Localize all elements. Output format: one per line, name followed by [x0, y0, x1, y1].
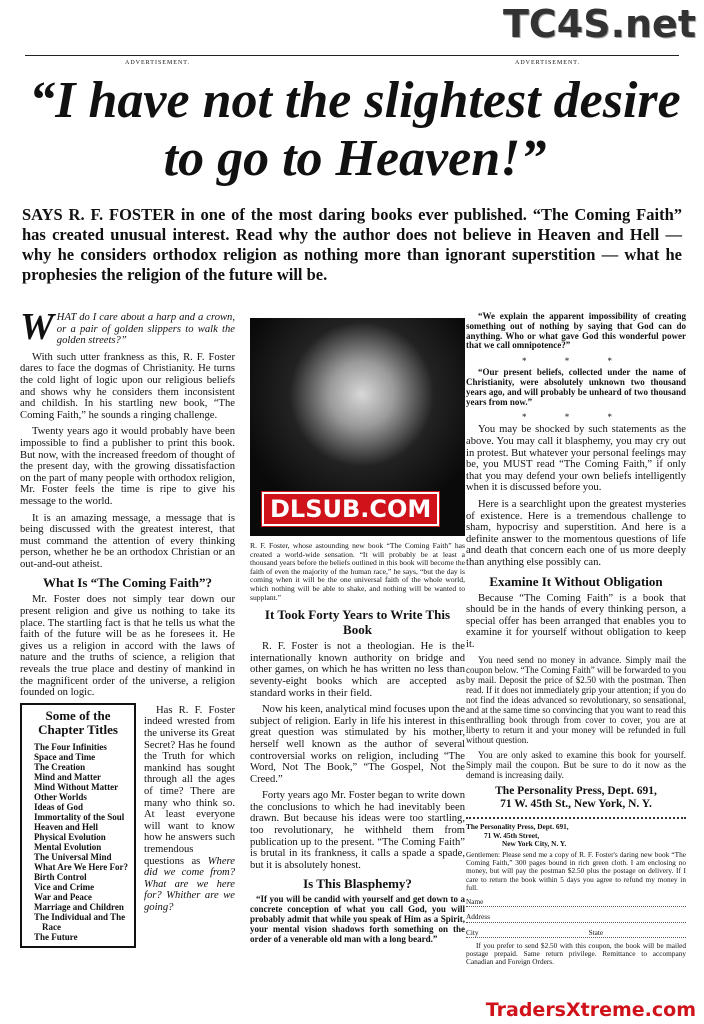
quote: “Our present beliefs, collected under the name of Christianity, were absolutely unknown two thousand years ago, and will probably be unheard of two thousand years from now.” — [466, 367, 686, 407]
watermark-tc4s: TC4S.net — [502, 2, 696, 46]
paragraph: You may be shocked by such statements as the above. You may call it blasphemy, you may cry out in protest. But whatever your personal feelings may be, you MUST read “The Coming Faith,” if only that you may defend your own beliefs intelligently when it is discussed before you. — [466, 424, 686, 494]
chapter-title: Marriage and Children — [34, 901, 124, 912]
chapter-title: What Are We Here For? — [34, 861, 128, 872]
advertisement-label-left: ADVERTISEMENT. — [125, 60, 191, 66]
section-heading: What Is “The Coming Faith”? — [42, 575, 213, 591]
paragraph: You need send no money in advance. Simply mail the coupon below. “The Coming Faith” will be forwarded to you by mail. Deposit the price of $2.50 with the postman. Then read. If it does not immediately grip your attention; if you do not find the ideas advanced so revolutionary, so sensational, and at the same time so convincing that you want to read this enthralling book through from cover to cover, you are at liberty to return it and your money will be refunded in full without question. — [466, 655, 686, 746]
chapter-title: War and Peace — [34, 891, 92, 902]
paragraph: Because “The Coming Faith” is a book that should be in the hands of every thinking person, a special offer has been arranged that enables you to examine it for yourself without obligation to keep it. — [466, 592, 686, 650]
paragraph: Here is a searchlight upon the greatest mysteries of existence. Here is a tremendous challenge to sham, hypocrisy and superstition. And here is a definite answer to the momentous questions of life and death that concern each one of us more deeply than anything else possibly can. — [466, 498, 686, 568]
paragraph: Has R. F. Foster indeed wrested from the universe its Great Secret? Has he found the Truth for which mankind has sought through all the ages of time? There are many who think so. At least everyone will want to know how he answers such tremendous questions as Where did we come from? What are we here for? Whither are we going? — [144, 704, 235, 913]
name-field[interactable]: Name — [466, 898, 686, 907]
chapter-title: The Four Infinities — [34, 741, 107, 752]
chapter-title: Mind and Matter — [34, 771, 101, 782]
watermark-tradersxtreme: TradersXtreme.com — [485, 999, 696, 1021]
middle-column — [250, 542, 465, 949]
paragraph: Mr. Foster does not simply tear down our present religion and give us nothing to take its place. The startling fact is that he tells us what the faith of the future will be as he foresees it. He gives us a religion in accord with the laws of nature and the truths of science, a religion that reveals the true place and destiny of mankind in the magnificent order of the universe, a religion founded on logic. — [20, 594, 235, 699]
chapter-title: Mental Evolution — [34, 841, 102, 852]
chapter-title: The Creation — [34, 761, 86, 772]
left-column — [20, 306, 235, 952]
paragraph: R. F. Foster is not a theologian. He is the internationally known authority on bridge and other games, on which he has written no less than seventy-eight books which are accepted as standard works in their field. — [250, 641, 465, 699]
section-heading: Is This Blasphemy? — [303, 876, 412, 892]
intro-paragraph: SAYS R. F. FOSTER in one of the most daring books ever published. “The Coming Faith” has created unusual interest. Read why the author does not believe in Heaven and Hell — why he considers orthodox religion as nothing more than ignorant superstition — what he prophesies the religion of the future will be. — [22, 205, 682, 284]
publisher-address: The Personality Press, Dept. 691, 71 W. 45th St., New York, N. Y. — [495, 785, 657, 811]
lead-quote: WHAT do I care about a harp and a crown, or a pair of golden slippers to walk the golden streets?” — [20, 306, 235, 348]
chapter-title: The Future — [34, 931, 78, 942]
paragraph: Forty years ago Mr. Foster began to write down the conclusions to which he had inevitably been drawn. But because his ideas were too startling, too revolutionary, he withheld them from publication up to the present. “The Coming Faith” is brutal in its frankness, it calls a spade a spade, but it is absolutely honest. — [250, 790, 465, 871]
address-field[interactable]: Address — [466, 913, 686, 922]
blasphemy-quote: “If you will be candid with yourself and get down to a concrete conception of what you call God, you will probably admit that while you speak of Him as a Spirit, your mental vision shadows forth something on the order of a venerable old man with a long beard.” — [250, 894, 465, 944]
chapter-title: Immortality of the Soul — [34, 811, 125, 822]
section-heading: It Took Forty Years to Write This Book — [264, 607, 451, 638]
section-heading: Examine It Without Obligation — [489, 573, 663, 589]
advertisement-label-right: ADVERTISEMENT. — [515, 60, 581, 66]
drop-cap: W — [20, 306, 54, 348]
quote: “We explain the apparent impossibility of creating something out of nothing by saying that God can do anything. Who or what gave God this wonderful power that we call omnipotence?” — [466, 311, 686, 351]
paragraph: You are only asked to examine this book for yourself. Simply mail the coupon. But be sure to do it now as the demand is increasing daily. — [466, 750, 686, 781]
chapter-title: Heaven and Hell — [34, 821, 99, 832]
chapter-titles-heading: Some of the Chapter Titles — [38, 707, 118, 737]
chapter-title: The Universal Mind — [34, 851, 112, 862]
right-column — [466, 312, 686, 966]
watermark-dlsub: DLSUB.COM — [262, 492, 439, 526]
paragraph: Twenty years ago it would probably have been impossible to find a publisher to print this book. But now, with the increased freedom of thought of the present day, with the growing dissatisfaction on the part of many people with orthodox religion, Mr. Foster feels the time is ripe to give his message to the world. — [20, 426, 235, 507]
chapter-title: Mind Without Matter — [34, 781, 119, 792]
order-coupon[interactable]: The Personality Press, Dept. 691, 71 W. 45th Street, New York City, N. Y. Gentlemen: Please send me a copy of R. F. Foster's daring new book “The Coming Faith,” 300 pages bound in rich green cloth. I am enclosing no money, but will pay the postman $2.50 plus the postage on delivery. If I care to return the book within 5 days you agree to refund my money in full. Name Address City State If you prefer to send $2.50 with this coupon, the book will be mailed postage prepaid. Same return privilege. Remittance to accompany Canadian and Foreign Orders. — [466, 817, 686, 966]
city-state-field[interactable]: City State — [466, 929, 686, 938]
chapter-title: Space and Time — [34, 751, 96, 762]
separator-stars: * * * — [522, 356, 630, 367]
paragraph: With such utter frankness as this, R. F. Foster dares to face the dogmas of Christianity. He turns the cold light of logic upon our religious beliefs and shows why he considers them inconsistent and childish. In his startling new book, “The Coming Faith,” he sounds a ringing challenge. — [20, 351, 235, 421]
chapter-title: The Individual and The Race — [34, 911, 126, 932]
paragraph: It is an amazing message, a message that is being discussed with the greatest interest, that must command the attention of every thinking person, whether he be an orthodox Christian or an out-and-out atheist. — [20, 512, 235, 570]
chapter-title: Other Worlds — [34, 791, 87, 802]
top-rule — [25, 55, 679, 56]
chapter-title: Birth Control — [34, 871, 87, 882]
paragraph: Now his keen, analytical mind focuses upon the subject of religion. Early in life his interest in this great question was stimulated by his mother, herself well known as the author of several controversial works on religion, including “The Word, Not The Book,” “The Gospel, Not the Creed.” — [250, 704, 465, 785]
portrait-caption: R. F. Foster, whose astounding new book “The Coming Faith” has created a world-wide sensation. “It will probably be at least a thousand years before the beliefs outlined in this book will become the faith of even the majority of the human race,” he says, “but the day is coming when it will be the one universal faith of the whole world, which nothing will be able to shake, and nothing will be wanted to supplant.” — [250, 541, 465, 602]
chapter-title: Vice and Crime — [34, 881, 95, 892]
headline: “I have not the slightest desire to go to Heaven!” — [29, 72, 681, 187]
chapter-title: Ideas of God — [34, 801, 84, 812]
chapter-titles-box — [20, 703, 136, 948]
chapter-title: Physical Evolution — [34, 831, 106, 842]
separator-stars: * * * — [522, 412, 630, 423]
